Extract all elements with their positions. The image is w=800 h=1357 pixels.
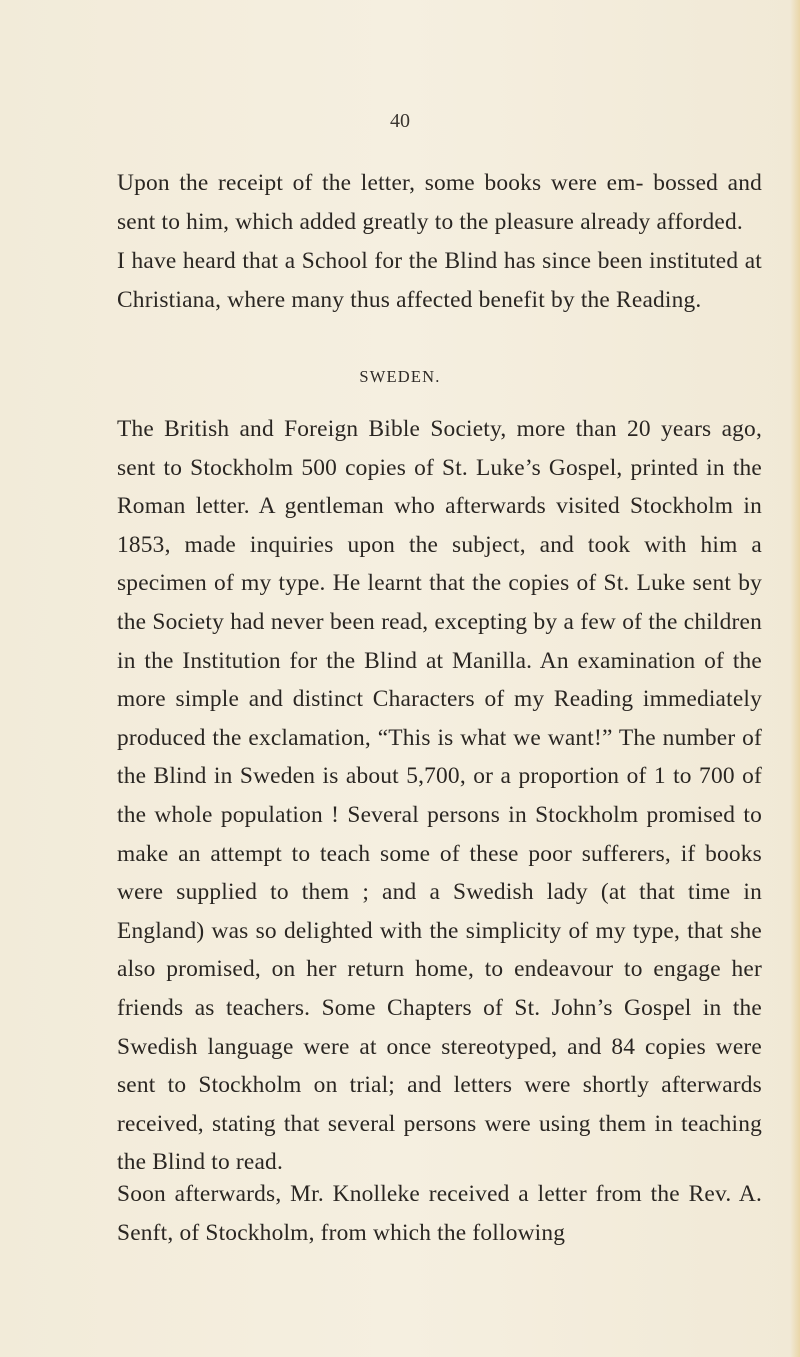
paragraph-bible-society bbox=[117, 410, 762, 1182]
paragraph-text: I have heard that a School for the Blind has since been instituted at Christiana, where many thus affected benefit by the Reading. bbox=[117, 248, 762, 313]
paragraph-knolleke-letter bbox=[117, 1175, 762, 1252]
page-edge-shading bbox=[790, 0, 800, 1357]
paragraph-embossed-books bbox=[117, 164, 762, 241]
paragraph-text: Soon afterwards, Mr. Knolleke received a letter from the Rev. A. Senft, of Stockholm, from which the following bbox=[117, 1181, 762, 1246]
paragraph-text: The British and Foreign Bible Society, more than 20 years ago, sent to Stockholm 500 copies of St. Luke’s Gospel, printed in the Roman letter. A gentleman who afterwards visited Stockholm in 1853, made inquiries upon the subject, and took with him a specimen of my type. He learnt that the copies of St. Luke sent by the Society had never been read, excepting by a few of the children in the Institution for the Blind at Manilla. An examination of the more simple and distinct Characters of my Reading immediately produced the exclamation, “This is what we want!” The number of the Blind in Sweden is about 5,700, or a proportion of 1 to 700 of the whole population ! Several persons in Stockholm promised to make an attempt to teach some of these poor sufferers, if books were supplied to them ; and a Swedish lady (at that time in England) was so delighted with the simplicity of my type, that she also promised, on her return home, to endeavour to engage her friends as teachers. Some Chapters of St. John’s Gospel in the Swedish language were at once stereotyped, and 84 copies were sent to Stockholm on trial; and letters were shortly afterwards received, stating that several persons were using them in teaching the Blind to read. bbox=[117, 416, 762, 1176]
paragraph-christiana-school bbox=[117, 242, 762, 319]
page-number: 40 bbox=[390, 110, 410, 132]
section-heading-sweden: SWEDEN. bbox=[359, 367, 441, 386]
paragraph-text: Upon the receipt of the letter, some books were em- bossed and sent to him, which added greatly to the pleasure already afforded. bbox=[117, 170, 762, 235]
